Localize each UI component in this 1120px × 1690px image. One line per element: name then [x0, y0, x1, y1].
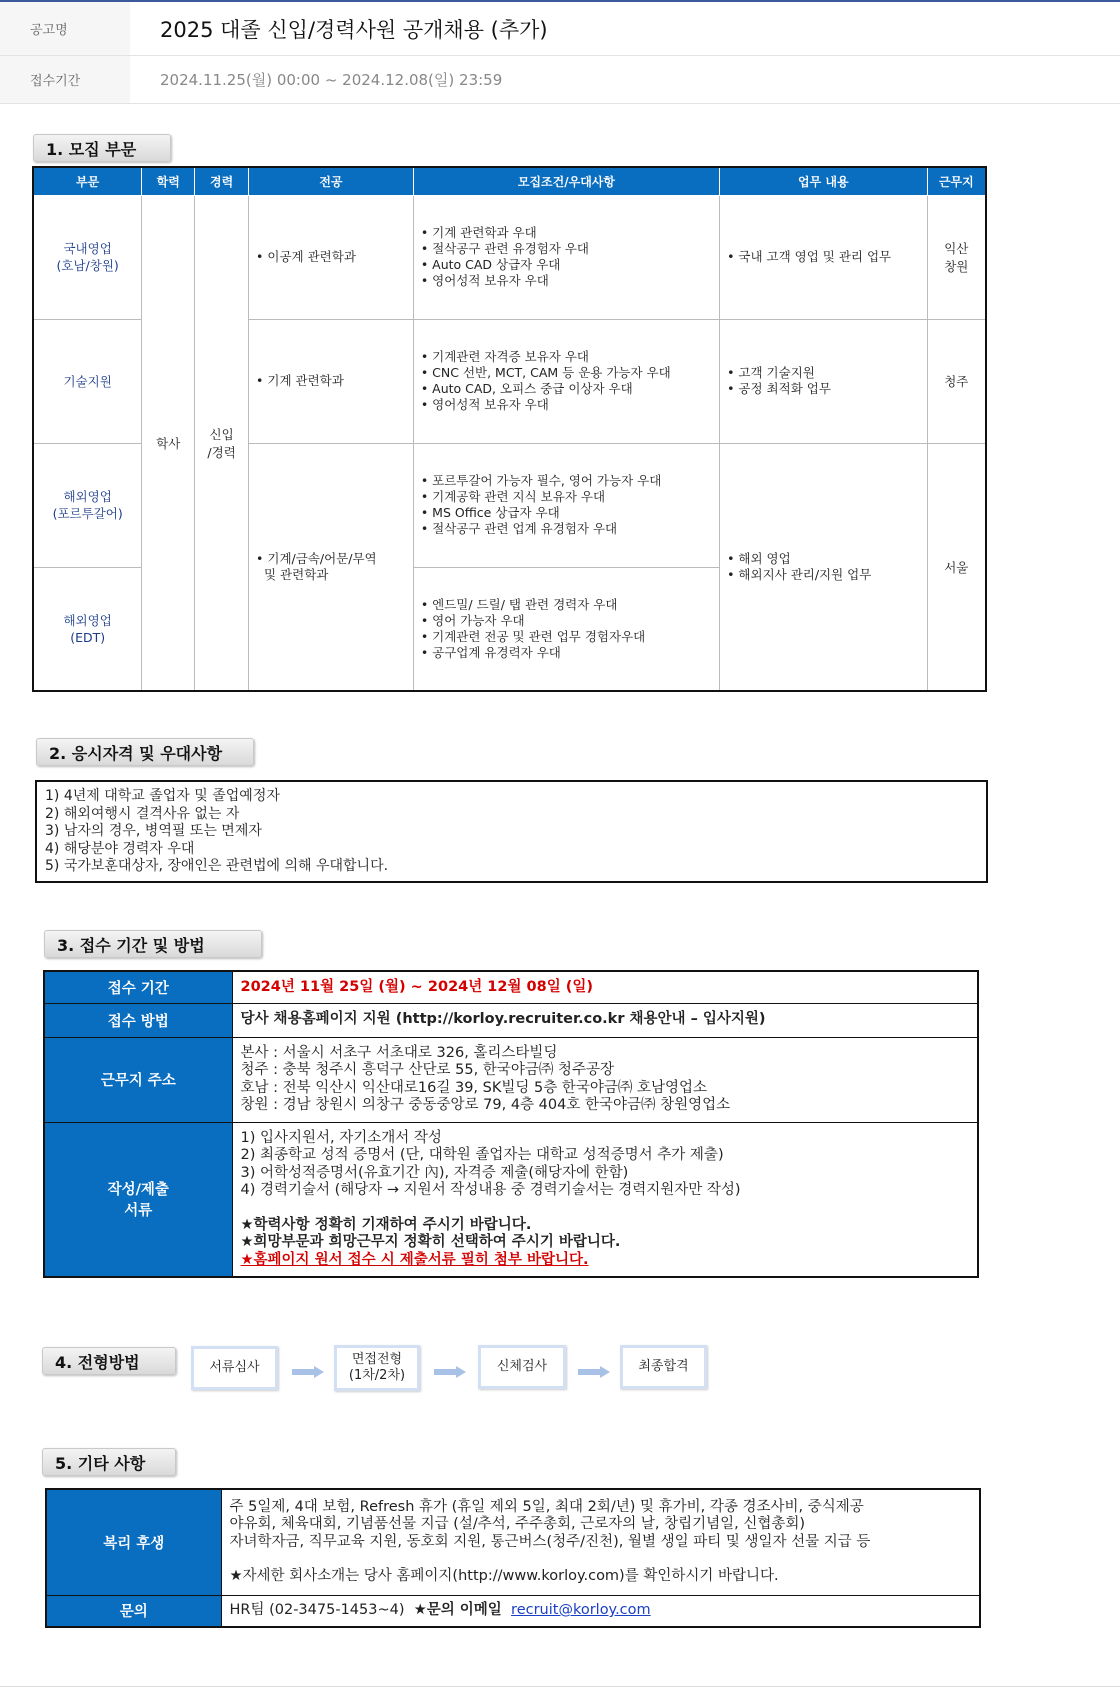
location-cell: 청주	[927, 319, 986, 443]
conditions-cell: • 엔드밀/ 드릴/ 탭 관련 경력자 우대 • 영어 가능자 우대 • 기계관련 전공 및 관련 업무 경험자우대 • 공구업계 유경력자 우대	[413, 567, 719, 691]
major-cell: • 이공계 관련학과	[249, 195, 414, 319]
location-cell: 익산 창원	[927, 195, 986, 319]
posting-period-row	[0, 56, 1120, 104]
divider	[0, 1686, 1120, 1687]
arrow-right-icon	[292, 1366, 324, 1378]
step-document-review: 서류심사	[191, 1346, 278, 1390]
table-row	[44, 971, 978, 1003]
header-career: 경력	[195, 167, 249, 195]
section-title-etc: 5. 기타 사항	[42, 1448, 176, 1476]
dept-cell: 기술지원	[33, 319, 142, 443]
recruit-table	[32, 166, 987, 692]
header-duties: 업무 내용	[720, 167, 927, 195]
list-item: 4) 해당분야 경력자 우대	[45, 840, 195, 857]
list-item: 3) 남자의 경우, 병역필 또는 면제자	[45, 823, 262, 839]
contact-email-label: ★문의 이메일	[413, 1602, 502, 1618]
welfare-label: 복리 후생	[46, 1489, 221, 1595]
application-period: 2024년 11월 25일 (월) ~ 2024년 12월 08일 (일)	[232, 971, 978, 1003]
conditions-cell: • 포르투갈어 가능자 필수, 영어 가능자 우대 • 기계공학 관련 지식 보유자 우대 • MS Office 상급자 우대 • 절삭공구 관련 업계 유경험자 우대	[413, 443, 719, 567]
welfare-cell: 주 5일제, 4대 보험, Refresh 휴가 (휴일 제외 5일, 최대 2회/년) 및 휴가비, 각종 경조사비, 중식제공 야유회, 체육대회, 기념품선물 지급 (설/추석, 주주총회, 근로자의 날, 창립기념일, 신협총회) 자녀학자금, 직무교육 지원, 동호회 지원, 통근버스(청주/진천), 월별 생일 파티 및 생일자 선물 지급 등 ★자세한 회사소개는 당사 홈페이지(http://www.korloy.com)를 확인하시기 바랍니다.	[221, 1489, 980, 1595]
list-item: 5) 국가보훈대상자, 장애인은 관련법에 의해 우대합니다.	[45, 858, 389, 874]
dept-cell: 해외영업 (EDT)	[33, 567, 142, 691]
posting-period: 2024.11.25(월) 00:00 ~ 2024.12.08(일) 23:59	[160, 71, 503, 89]
section-title-recruit: 1. 모집 부문	[33, 134, 171, 162]
dept-cell: 국내영업 (호남/창원)	[33, 195, 142, 319]
major-cell: • 기계 관련학과	[249, 319, 414, 443]
dept-cell: 해외영업 (포르투갈어)	[33, 443, 142, 567]
application-table	[43, 970, 979, 1278]
posting-title-label: 공고명	[0, 2, 130, 55]
address-label: 근무지 주소	[44, 1037, 232, 1122]
step-final-pass: 최종합격	[620, 1345, 707, 1389]
arrow-right-icon	[434, 1366, 466, 1378]
period-label: 접수 기간	[44, 971, 232, 1003]
posting-period-label: 접수기간	[0, 56, 130, 103]
duties-cell: • 고객 기술지원 • 공정 최적화 업무	[720, 319, 927, 443]
section-title-qualification: 2. 응시자격 및 우대사항	[36, 738, 254, 766]
list-item: 1) 4년제 대학교 졸업자 및 졸업예정자	[45, 788, 280, 804]
duties-cell: • 해외 영업 • 해외지사 관리/지원 업무	[720, 443, 927, 691]
posting-info	[0, 0, 1120, 104]
section-title-application: 3. 접수 기간 및 방법	[44, 930, 262, 958]
duties-cell: • 국내 고객 영업 및 관리 업무	[720, 195, 927, 319]
header-conditions: 모집조건/우대사항	[413, 167, 719, 195]
list-item: 2) 해외여행시 결격사유 없는 자	[45, 805, 240, 822]
table-row	[44, 1003, 978, 1037]
address-cell: 본사 : 서울시 서초구 서초대로 326, 홀리스타빌딩 청주 : 충북 청주시 흥덕구 산단로 55, 한국야금㈜ 청주공장 호남 : 전북 익산시 익산대로16길 39, SK빌딩 5층 한국야금㈜ 호남영업소 창원 : 경남 창원시 의창구 중동중앙로 79, 4층 404호 한국야금㈜ 창원영업소	[232, 1037, 978, 1122]
method-label: 접수 방법	[44, 1003, 232, 1037]
table-row	[33, 195, 986, 319]
section-title-process: 4. 전형방법	[42, 1347, 176, 1375]
table-row	[46, 1489, 980, 1595]
etc-table	[45, 1488, 981, 1628]
posting-title: 2025 대졸 신입/경력사원 공개채용 (추가)	[160, 17, 548, 42]
posting-title-row	[0, 2, 1120, 56]
step-interview: 면접전형 (1차/2차)	[334, 1345, 420, 1391]
arrow-right-icon	[578, 1366, 610, 1378]
location-cell: 서울	[927, 443, 986, 691]
table-row	[44, 1037, 978, 1122]
contact-email-link[interactable]: recruit@korloy.com	[511, 1602, 651, 1618]
header-location: 근무지	[927, 167, 986, 195]
qualification-box	[35, 780, 988, 883]
career-cell: 신입 /경력	[195, 195, 249, 691]
step-medical-check: 신체검사	[478, 1345, 566, 1389]
contact-team: HR팀 (02-3475-1453~4)	[229, 1602, 405, 1618]
docs-cell: 1) 입사지원서, 자기소개서 작성 2) 최종학교 성적 증명서 (단, 대학원 졸업자는 대학교 성적증명서 추가 제출) 3) 어학성적증명서(유효기간 內), 자격증 제출(해당자에 한함) 4) 경력기술서 (해당자 → 지원서 작성내용 중 경력기술서는 경력지원자만 작성) ★학력사항 정확히 기재하여 주시기 바랍니다. ★희망부문과 희망근무지 정확히 선택하여 주시기 바랍니다. ★홈페이지 원서 접수 시 제출서류 필히 첨부 바랍니다.	[232, 1122, 978, 1277]
docs-label: 작성/제출 서류	[44, 1122, 232, 1277]
education-cell: 학사	[142, 195, 195, 691]
header-major: 전공	[249, 167, 414, 195]
header-education: 학력	[142, 167, 195, 195]
table-row	[44, 1122, 978, 1277]
application-method: 당사 채용홈페이지 지원 (http://korloy.recruiter.co.kr 채용안내 – 입사지원)	[232, 1003, 978, 1037]
recruit-table-header	[33, 167, 986, 195]
contact-label: 문의	[46, 1595, 221, 1627]
header-dept: 부문	[33, 167, 142, 195]
conditions-cell: • 기계관련 자격증 보유자 우대 • CNC 선반, MCT, CAM 등 운용 가능자 우대 • Auto CAD, 오피스 중급 이상자 우대 • 영어성적 보유자 우대	[413, 319, 719, 443]
conditions-cell: • 기계 관련학과 우대 • 절삭공구 관련 유경험자 우대 • Auto CAD 상급자 우대 • 영어성적 보유자 우대	[413, 195, 719, 319]
contact-cell	[221, 1595, 980, 1627]
table-row	[46, 1595, 980, 1627]
major-cell: • 기계/금속/어문/무역 및 관련학과	[249, 443, 414, 691]
